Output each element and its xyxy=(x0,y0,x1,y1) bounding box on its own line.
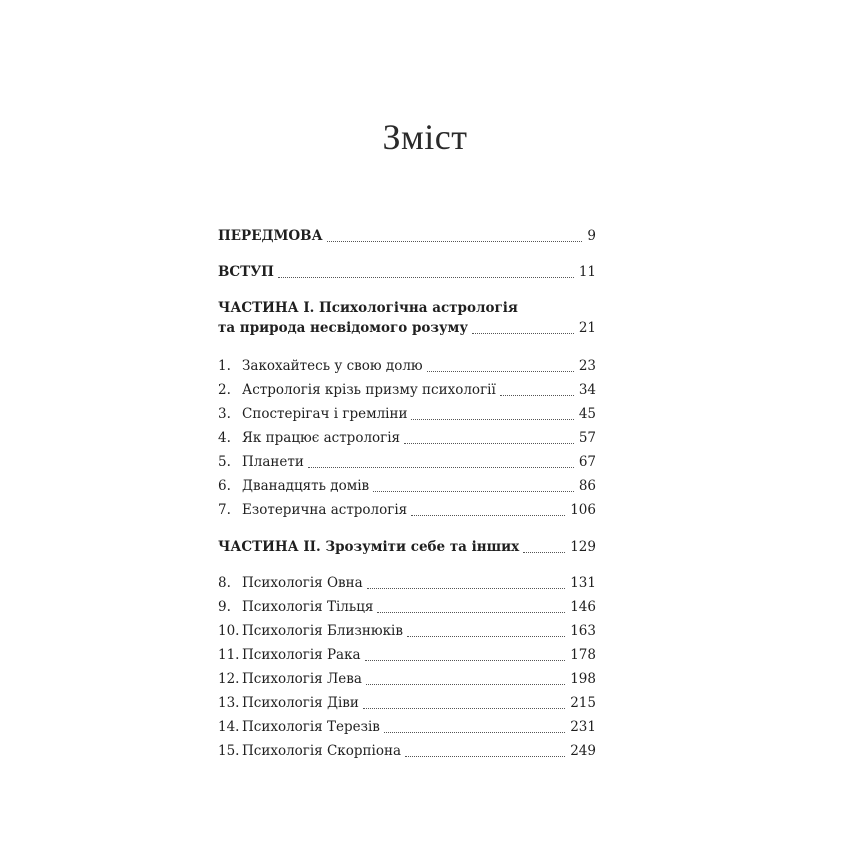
toc-chapter-entry[interactable] xyxy=(218,382,596,399)
toc-entry-page: 57 xyxy=(578,430,596,446)
toc-entry-page: 9 xyxy=(587,228,596,244)
toc-entry-page: 11 xyxy=(578,264,596,280)
toc-chapter-entry[interactable] xyxy=(218,719,596,736)
toc-entry-page: 45 xyxy=(578,406,596,422)
toc-entry-label: ВСТУП xyxy=(218,264,274,280)
toc-entry-foreword[interactable] xyxy=(218,228,596,245)
chapter-number: 9. xyxy=(218,599,231,615)
toc-entry-page: 34 xyxy=(578,382,596,398)
chapter-number: 6. xyxy=(218,478,231,494)
dot-leader xyxy=(411,418,573,420)
toc-entry-page: 146 xyxy=(570,599,596,615)
dot-leader xyxy=(427,370,574,372)
dot-leader xyxy=(411,514,565,516)
chapter-number: 7. xyxy=(218,502,231,518)
dot-leader xyxy=(523,551,565,553)
chapter-number: 11. xyxy=(218,647,240,663)
toc-chapter-entry[interactable] xyxy=(218,478,596,495)
dot-leader xyxy=(472,332,574,334)
toc-entry-page: 106 xyxy=(570,502,596,518)
dot-leader xyxy=(405,755,565,757)
dot-leader xyxy=(404,442,574,444)
page-title: Зміст xyxy=(382,117,468,157)
toc-chapter-entry[interactable] xyxy=(218,575,596,592)
dot-leader xyxy=(367,587,566,589)
dot-leader xyxy=(327,240,583,242)
toc-part1-title-line1: ЧАСТИНА I. Психологічна астрологія xyxy=(218,300,518,316)
toc-entry-label: Дванадцять домів xyxy=(242,478,370,494)
toc-entry-page: 21 xyxy=(578,320,596,336)
toc-chapter-entry[interactable] xyxy=(218,671,596,688)
toc-chapter-entry[interactable] xyxy=(218,647,596,664)
toc-entry-label: Езотерична астрологія xyxy=(242,502,408,518)
dot-leader xyxy=(366,683,565,685)
toc-entry-label: Психологія Овна xyxy=(242,575,363,591)
toc-entry-label: Закохайтесь у свою долю xyxy=(242,358,423,374)
toc-entry-label: Психологія Діви xyxy=(242,695,359,711)
dot-leader xyxy=(500,394,574,396)
toc-chapter-entry[interactable] xyxy=(218,623,596,640)
toc-chapter-entry[interactable] xyxy=(218,695,596,712)
toc-entry-page: 178 xyxy=(570,647,596,663)
toc-entry-label: Психологія Рака xyxy=(242,647,361,663)
dot-leader xyxy=(278,276,574,278)
chapter-number: 3. xyxy=(218,406,231,422)
toc-entry-label: Як працює астрологія xyxy=(242,430,401,446)
toc-entry-page: 249 xyxy=(570,743,596,759)
chapter-number: 14. xyxy=(218,719,240,735)
toc-entry-label: ПЕРЕДМОВА xyxy=(218,228,323,244)
toc-entry-label: Психологія Лева xyxy=(242,671,362,687)
dot-leader xyxy=(365,659,566,661)
dot-leader xyxy=(373,490,574,492)
toc-chapter-entry[interactable] xyxy=(218,358,596,375)
toc-entry-label: Спостерігач і гремліни xyxy=(242,406,408,422)
chapter-number: 15. xyxy=(218,743,240,759)
toc-chapter-entry[interactable] xyxy=(218,599,596,616)
toc-entry-page: 86 xyxy=(578,478,596,494)
toc-entry-page: 67 xyxy=(578,454,596,470)
dot-leader xyxy=(363,707,565,709)
toc-chapter-entry[interactable] xyxy=(218,454,596,471)
chapter-number: 2. xyxy=(218,382,231,398)
toc-entry-page: 215 xyxy=(570,695,596,711)
toc-entry-part1[interactable] xyxy=(218,320,596,337)
dot-leader xyxy=(377,611,565,613)
chapter-number: 1. xyxy=(218,358,231,374)
toc-entry-page: 131 xyxy=(570,575,596,591)
toc-chapter-entry[interactable] xyxy=(218,430,596,447)
chapter-number: 12. xyxy=(218,671,240,687)
chapter-number: 13. xyxy=(218,695,240,711)
toc-chapter-entry[interactable] xyxy=(218,406,596,423)
toc-entry-introduction[interactable] xyxy=(218,264,596,281)
toc-entry-label: Астрологія крізь призму психології xyxy=(242,382,496,398)
toc-entry-page: 163 xyxy=(570,623,596,639)
dot-leader xyxy=(308,466,574,468)
toc-entry-label: Психологія Тільця xyxy=(242,599,374,615)
toc-entry-page: 231 xyxy=(570,719,596,735)
chapter-number: 4. xyxy=(218,430,231,446)
toc-entry-page: 23 xyxy=(578,358,596,374)
toc-entry-label: Психологія Близнюків xyxy=(242,623,403,639)
toc-entry-label: Психологія Терезів xyxy=(242,719,380,735)
toc-chapter-entry[interactable] xyxy=(218,743,596,760)
toc-entry-part2[interactable] xyxy=(218,539,596,556)
toc-chapter-entry[interactable] xyxy=(218,502,596,519)
toc-entry-page: 129 xyxy=(570,539,596,555)
chapter-number: 5. xyxy=(218,454,231,470)
chapter-number: 8. xyxy=(218,575,231,591)
toc-entry-page: 198 xyxy=(570,671,596,687)
dot-leader xyxy=(384,731,565,733)
toc-entry-label: Психологія Скорпіона xyxy=(242,743,402,759)
dot-leader xyxy=(407,635,565,637)
toc-entry-label: та природа несвідомого розуму xyxy=(218,320,469,336)
toc-entry-label: Планети xyxy=(242,454,304,470)
chapter-number: 10. xyxy=(218,623,240,639)
toc-entry-label: ЧАСТИНА II. Зрозуміти себе та інших xyxy=(218,539,520,555)
